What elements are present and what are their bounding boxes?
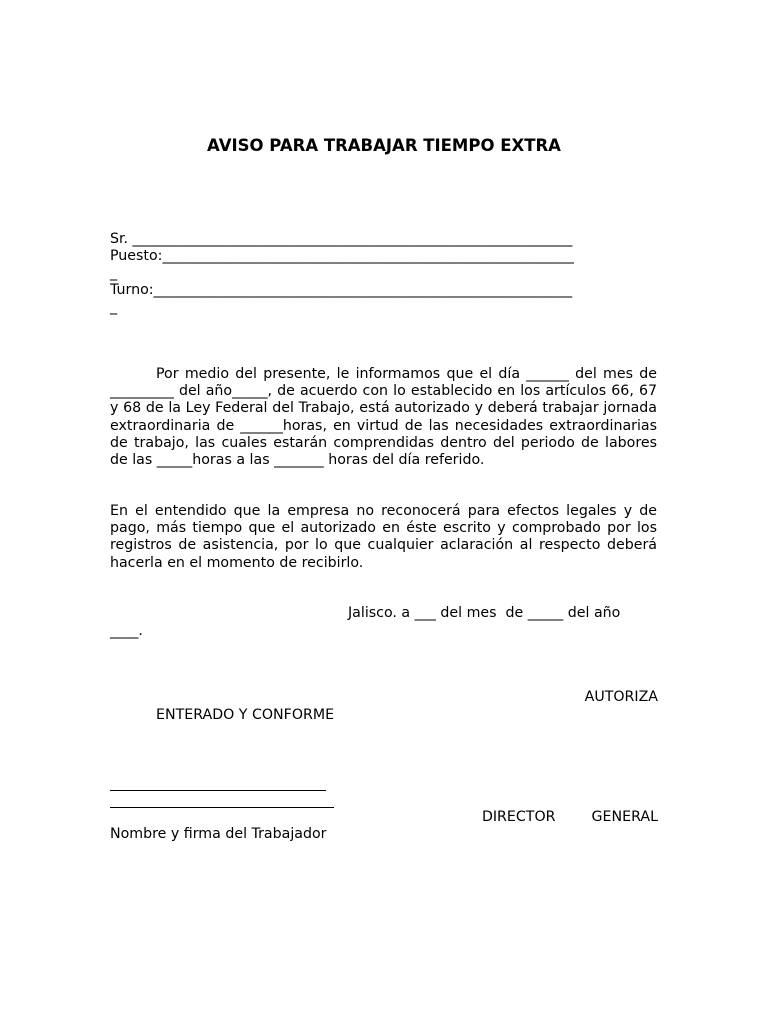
date-line: Jalisco. a ___ del mes de _____ del año bbox=[348, 605, 621, 621]
paragraph-terms: En el entendido que la empresa no reconocerá para efectos legales y de pago, más tiempo que el autorizado en éste escrito y comprobado por los registros de asistencia, por lo que cualquier aclaración al respecto deberá hacerla en el momento de recibirlo. bbox=[110, 503, 657, 571]
autoriza-label: AUTORIZA bbox=[584, 689, 658, 705]
paragraph-notice-text: Por medio del presente, le informamos que el día ______ del mes de _________ del año_____, de acuerdo con lo establecido en los artículos 66, 67 y 68 de la Ley Federal del Trabajo, está autorizado y deberá trabajar jornada extraordinaria de ______horas, en virtud de las necesidades extraordinarias de trabajo, las cuales estarán comprendidas dentro del periodo de labores de las _____horas a las _______ horas del día referido. bbox=[110, 366, 657, 469]
signature-line-director bbox=[110, 807, 334, 808]
director-label: DIRECTOR GENERAL bbox=[481, 809, 658, 825]
enterado-label: ENTERADO Y CONFORME bbox=[156, 707, 335, 723]
signature-line-worker bbox=[110, 790, 326, 791]
field-turno: Turno:___________________________________________________________ bbox=[110, 282, 573, 298]
field-turno-tail: _ bbox=[110, 299, 118, 315]
field-sr: Sr. ______________________________________________________________ bbox=[110, 231, 573, 247]
paragraph-notice bbox=[110, 366, 657, 469]
date-line-tail: ____. bbox=[110, 623, 143, 639]
field-puesto: Puesto:__________________________________________________________ bbox=[110, 248, 574, 264]
document-title: AVISO PARA TRABAJAR TIEMPO EXTRA bbox=[207, 136, 561, 155]
worker-signature-label: Nombre y firma del Trabajador bbox=[110, 826, 327, 842]
field-puesto-tail: _ bbox=[110, 265, 118, 281]
